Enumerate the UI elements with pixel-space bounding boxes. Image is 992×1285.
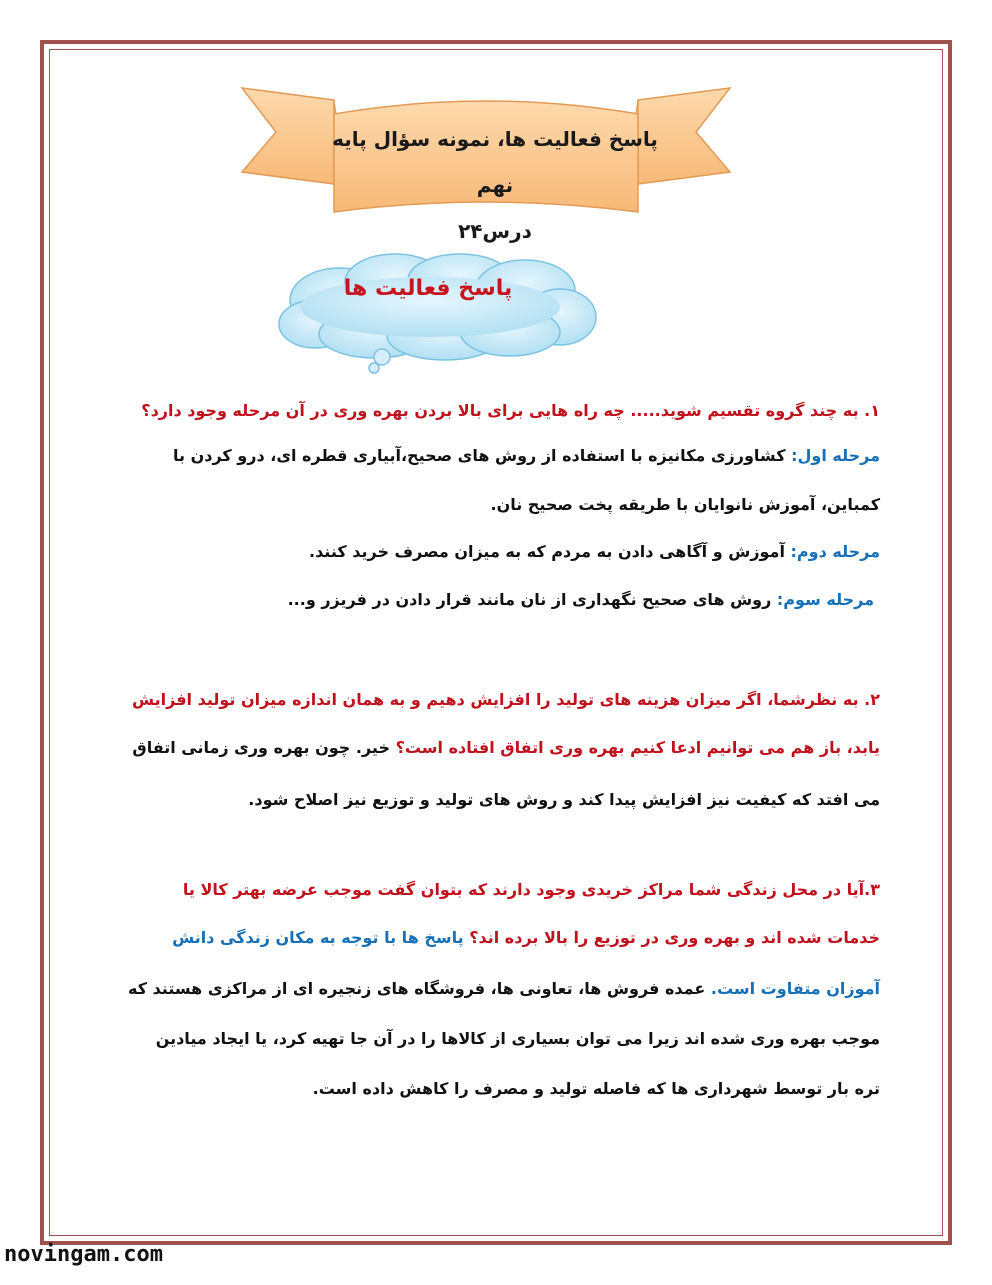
q1-stage1-text-b: کمباین، آموزش نانوایان با طریقه پخت صحیح نان. <box>490 495 880 514</box>
q2-answer-b: خیر. چون بهره وری زمانی اتفاق <box>132 738 396 757</box>
section-title: پاسخ فعالیت ها <box>343 276 513 301</box>
q1-stage3-label: مرحله سوم: <box>776 590 874 609</box>
q2-line-b <box>118 722 880 774</box>
q1-stage1-label: مرحله اول: <box>791 446 880 465</box>
title-line-1: پاسخ فعالیت ها، نمونه سؤال پایه نهم <box>332 127 658 197</box>
q1-block <box>118 392 880 624</box>
q2-answer-c: می افتد که کیفیت نیز افزایش پیدا کند و روش های تولید و توزیع نیز اصلاح شود. <box>248 790 880 809</box>
q3-question-a: ۳.آیا در محل زندگی شما مراکز خریدی وجود دارند که بتوان گفت موجب عرضه بهتر کالا یا <box>182 880 880 899</box>
q3-answer-e: تره بار توسط شهرداری ها که فاصله تولید و مصرف را کاهش داده است. <box>312 1079 880 1098</box>
q3-line-c <box>118 964 880 1014</box>
section-cloud <box>270 252 600 377</box>
q1-question: ۱. به چند گروه تقسیم شوید..... چه راه هایی برای بالا بردن بهره وری در آن مرحله وجود دارد؟ <box>141 401 880 420</box>
title-line-2: درس۲۴ <box>458 219 532 243</box>
site-watermark: novingam.com <box>4 1242 163 1267</box>
q1-stage1-text-a: کشاورزی مکانیزه با استفاده از روش های صحیح،آبیاری قطره ای، درو کردن با <box>173 446 792 465</box>
q3-note-b: پاسخ ها با توجه به مکان زندگی دانش <box>172 928 470 947</box>
q3-block <box>118 868 880 1114</box>
q3-note-c: آموزان متفاوت است. <box>710 979 880 998</box>
q3-line-b <box>118 912 880 964</box>
q2-question-b: یابد، باز هم می توانیم ادعا کنیم بهره وری اتفاق افتاده است؟ <box>395 738 880 757</box>
q1-stage1-line <box>118 430 880 482</box>
q2-question-a: ۲. به نظرشما، اگر میزان هزینه های تولید را افزایش دهیم و به همان اندازه میزان تولید افزایش <box>132 690 880 709</box>
q1-stage3-text: روش های صحیح نگهداری از نان مانند قرار دادن در فریزر و... <box>287 590 777 609</box>
q1-stage2-line <box>118 528 880 576</box>
q3-answer-d: موجب بهره وری شده اند زیرا می توان بسیاری از کالاها را در آن جا تهیه کرد، یا ایجاد میادین <box>155 1029 880 1048</box>
q1-stage2-text: آموزش و آگاهی دادن به مردم که به میزان مصرف خرید کنند. <box>308 542 791 561</box>
q1-stage3-line <box>118 576 874 624</box>
q2-block <box>118 678 880 826</box>
q1-stage2-label: مرحله دوم: <box>790 542 880 561</box>
title-banner <box>330 116 660 254</box>
q3-question-b: خدمات شده اند و بهره وری در توزیع را بالا برده اند؟ <box>469 928 880 947</box>
q3-answer-c: عمده فروش ها، تعاونی ها، فروشگاه های زنجیره ای از مراکزی هستند که <box>127 979 711 998</box>
